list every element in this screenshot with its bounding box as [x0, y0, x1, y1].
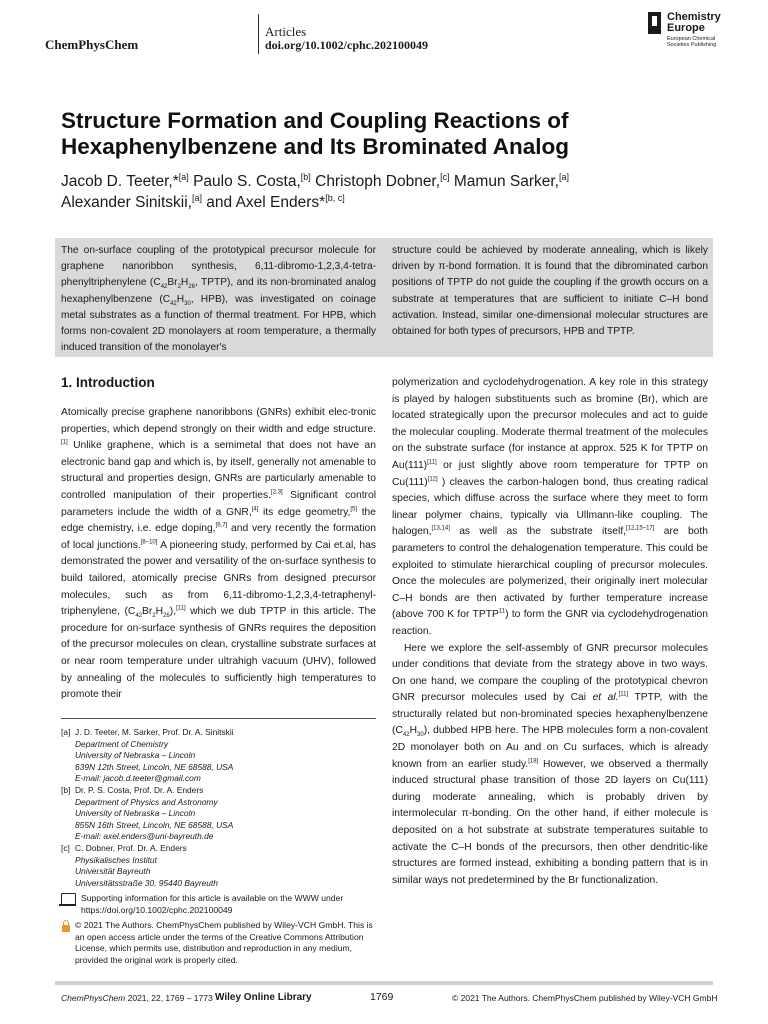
author-list — [61, 171, 721, 213]
supporting-info-note — [61, 893, 376, 916]
logo-line-4: Societies Publishing — [667, 42, 717, 48]
citation-ref[interactable]: [5] — [350, 506, 358, 513]
abstract-right: structure could be achieved by moderate annealing, which is likely driven by π-bond formation. It is found that the dibrominated carbon positions of TPTP do not guide the coupling if the growth occurs on a substrate at temperatures that are sufficient to initiate C–H bond activation. Instead, similar one-dimensional molecular structures are obtained for both types of precursors, HPB and TPTP. — [392, 245, 708, 338]
header-divider — [258, 14, 259, 54]
affiliation-a: [a] J. D. Teeter, M. Sarker, Prof. Dr. A. Sinitskii Department of Chemistry University of Nebraska – Lincoln 639N 12th Street, Lincoln, NE 68588, USA E-mail: jacob.d.teeter@gmail.com — [61, 727, 376, 785]
citation-ref[interactable]: [11] — [427, 459, 437, 466]
citation-ref[interactable]: [1] — [61, 439, 68, 446]
citation-ref[interactable]: [6,7] — [215, 522, 228, 529]
paragraph: polymerization and cyclodehydrogenation. A key role in this strategy is played by halogen substituents such as bromine (Br), which are located strategically upon the precursor molecules and act to guide the molecular coupling. Moderate thermal treatment of the molecules on the substrate surface (for instance at approx. 525 K for TPTP on Au(111)[11] or just slightly above room temperature for TPTP on Cu(111)[12] ) cleaves the carbon-halogen bond, thus creating radical species, which diffuse across the surface where they meet to form linear polymer chains, typically via Ullmann-like coupling. The halogen,[13,14] as well as the substrate itself,[12,15–17] are both parameters to control the dehalogenation temperature. This could be exploited to stimulate hierarchical coupling of precursor molecules. Once the molecules are polymerized, their originally inert molecular C–H bonds are then activated by further temperature increase (above 700 K for TPTP$^{11}$) to form the GNR via cyclodehydrogenation reaction. — [392, 377, 709, 637]
chemistry-europe-icon — [648, 12, 661, 34]
citation-ref[interactable]: [8–10] — [140, 539, 158, 546]
author-affiliation-ref: [b, c] — [325, 192, 345, 203]
journal-name: ChemPhysChem — [45, 37, 139, 52]
citation-ref[interactable]: [11] — [176, 605, 186, 612]
paragraph: Atomically precise graphene nanoribbons (GNRs) exhibit elec-tronic properties, which depend strongly on their width and edge structure.[1] Unlike graphene, which is a semimetal that does not have an electronic band gap and which is, by itself, generally not amenable to structural and properties design, GNRs are particularly amenable to controlled manipulation of their properties.[2,3] Significant control parameters include the width of a GNR,[4] its edge geometry,[5] the edge chemistry, i.e. edge doping,[6,7] and very recently the formation of local junctions.[8–10] A pioneering study, performed by Cai et.al, has demonstrated the power and versatility of the on-surface synthesis to build tailored, atomically precise GNRs from designed precursor molecules, such as from 6,11-dibromo-1,2,3,4-tetraphenyl-triphenylene, $(C_{42}Br_2H_{26}),[11]$ which we dub TPTP in this article. The procedure for on-surface synthesis of GNRs requires the deposition of the precursor molecules on clean, crystalline substrate surfaces at or near room temperature under ultrahigh vacuum (UHV), followed by annealing of the molecules to sufficiently high temperatures to promote their — [61, 407, 377, 701]
logo-line-3: European Chemical — [667, 36, 716, 42]
author-affiliation-ref: [a] — [178, 171, 189, 182]
supporting-info-text[interactable]: Supporting information for this article is available on the WWW under https://doi.org/10.1002/cphc.202100049 — [81, 893, 344, 915]
intro-left-column — [61, 405, 376, 704]
logo-line-1: Chemistry — [667, 11, 721, 23]
author[interactable]: Paulo S. Costa, — [188, 173, 301, 190]
author[interactable]: Christoph Dobner, — [310, 173, 441, 190]
page-number: 1769 — [370, 991, 394, 1003]
affiliation-b: [b] Dr. P. S. Costa, Prof. Dr. A. Enders Department of Physics and Astronomy University of Nebraska – Lincoln 855N 16th Street, Lincoln, NE 68588, USA E-mail: axel.enders@uni-bayreuth.de — [61, 785, 376, 843]
title-line-1: Structure Formation and Coupling Reactions of — [61, 108, 569, 133]
logo-line-2: Europe — [667, 22, 705, 34]
citation-ref[interactable]: [4] — [251, 506, 259, 513]
section-heading: 1. Introduction — [61, 375, 155, 390]
citation-ref[interactable]: 11 — [498, 608, 506, 615]
author-affiliation-ref: [a] — [191, 192, 202, 203]
citation-ref[interactable]: [12,15–17] — [626, 525, 655, 532]
open-access-icon — [61, 920, 71, 932]
footnote-rule — [61, 718, 376, 719]
author[interactable]: and Axel Enders* — [201, 194, 326, 211]
intro-right-column — [392, 375, 708, 889]
author[interactable]: Alexander Sinitskii, — [61, 194, 192, 211]
author[interactable]: Mamun Sarker, — [449, 173, 559, 190]
wiley-online-library-link[interactable]: Wiley Online Library — [215, 992, 312, 1003]
citation-ref[interactable]: [18] — [528, 758, 539, 765]
author[interactable]: Jacob D. Teeter,* — [61, 173, 179, 190]
citation-ref[interactable]: [12] — [427, 476, 438, 483]
email-link[interactable]: E-mail: jacob.d.teeter@gmail.com — [75, 773, 201, 784]
abstract-left: The on-surface coupling of the prototypical precursor molecule for graphene nanoribbon synthesis, 6,11-dibromo-1,2,3,4-tetra-phenyltriphenylene ($C_{42}Br_2H_{26}$, TPTP), and its non-brominated analog hexaphenylbenzene ($C_{42}H_{30}$, HPB), was investigated on coinage metal substrates as a function of thermal treatment. For HPB, which forms non-covalent 2D monolayers at room temperature, a thermally induced transition of the monolayer's — [61, 245, 376, 354]
email-link[interactable]: E-mail: axel.enders@uni-bayreuth.de — [75, 831, 214, 842]
footer-copyright: © 2021 The Authors. ChemPhysChem published by Wiley-VCH GmbH — [452, 993, 718, 1003]
title-line-2: Hexaphenylbenzene and Its Brominated Analog — [61, 134, 570, 159]
author-affiliation-ref: [a] — [558, 171, 569, 182]
paragraph: Here we explore the self-assembly of GNR precursor molecules under conditions that deviate from the strategy above in two ways. On one hand, we compare the coupling of the prototypical chevron GNR precursor molecules used by Cai et al.[11] TPTP, with the structurally related but non-brominated species hexaphenylbenzene $(C_{42}H_{30})$, dubbed HPB here. The HPB molecules form a non-covalent 2D monolayer both on Au and on Cu surfaces, which is already known from an earlier study.[18] However, we observed a thermally induced structural phase transition of those 2D layers on Cu(111) during moderate annealing, which is probably driven by intermolecular π-bonding. On the other hand, if either molecule is deposited on a hot substrate at substrate temperatures suitable to activate the C–H bonds of the precursors, then other dendritic-like structures are formed instead, exhibiting a bonding pattern that is in similar ways not predetermined by the Br functionalization. — [392, 642, 709, 886]
citation-ref[interactable]: [11] — [618, 691, 629, 698]
author-affiliation-ref: [c] — [440, 171, 450, 182]
article-type: Articles — [265, 24, 307, 39]
affiliation-c: [c] C. Dobner, Prof. Dr. A. Enders Physikalisches Institut Universität Bayreuth Universitätsstraße 30, 95440 Bayreuth — [61, 843, 218, 888]
article-title — [61, 108, 721, 160]
publisher-logo — [648, 12, 728, 56]
citation-ref[interactable]: [2,3] — [271, 489, 283, 496]
laptop-icon — [61, 893, 76, 905]
open-access-note: © 2021 The Authors. ChemPhysChem published by Wiley-VCH GmbH. This is an open access article under the terms of the Creative Commons Attribution License, which permits use, distribution and reproduction in any medium, provided the original work is properly cited. — [61, 920, 376, 966]
author-affiliation-ref: [b] — [300, 171, 311, 182]
footer-citation: ChemPhysChem 2021, 22, 1769 – 1773 — [61, 993, 213, 1003]
citation-ref[interactable]: [13,14] — [431, 525, 450, 532]
footer-rule — [55, 981, 713, 985]
doi-link[interactable]: doi.org/10.1002/cphc.202100049 — [265, 38, 429, 52]
